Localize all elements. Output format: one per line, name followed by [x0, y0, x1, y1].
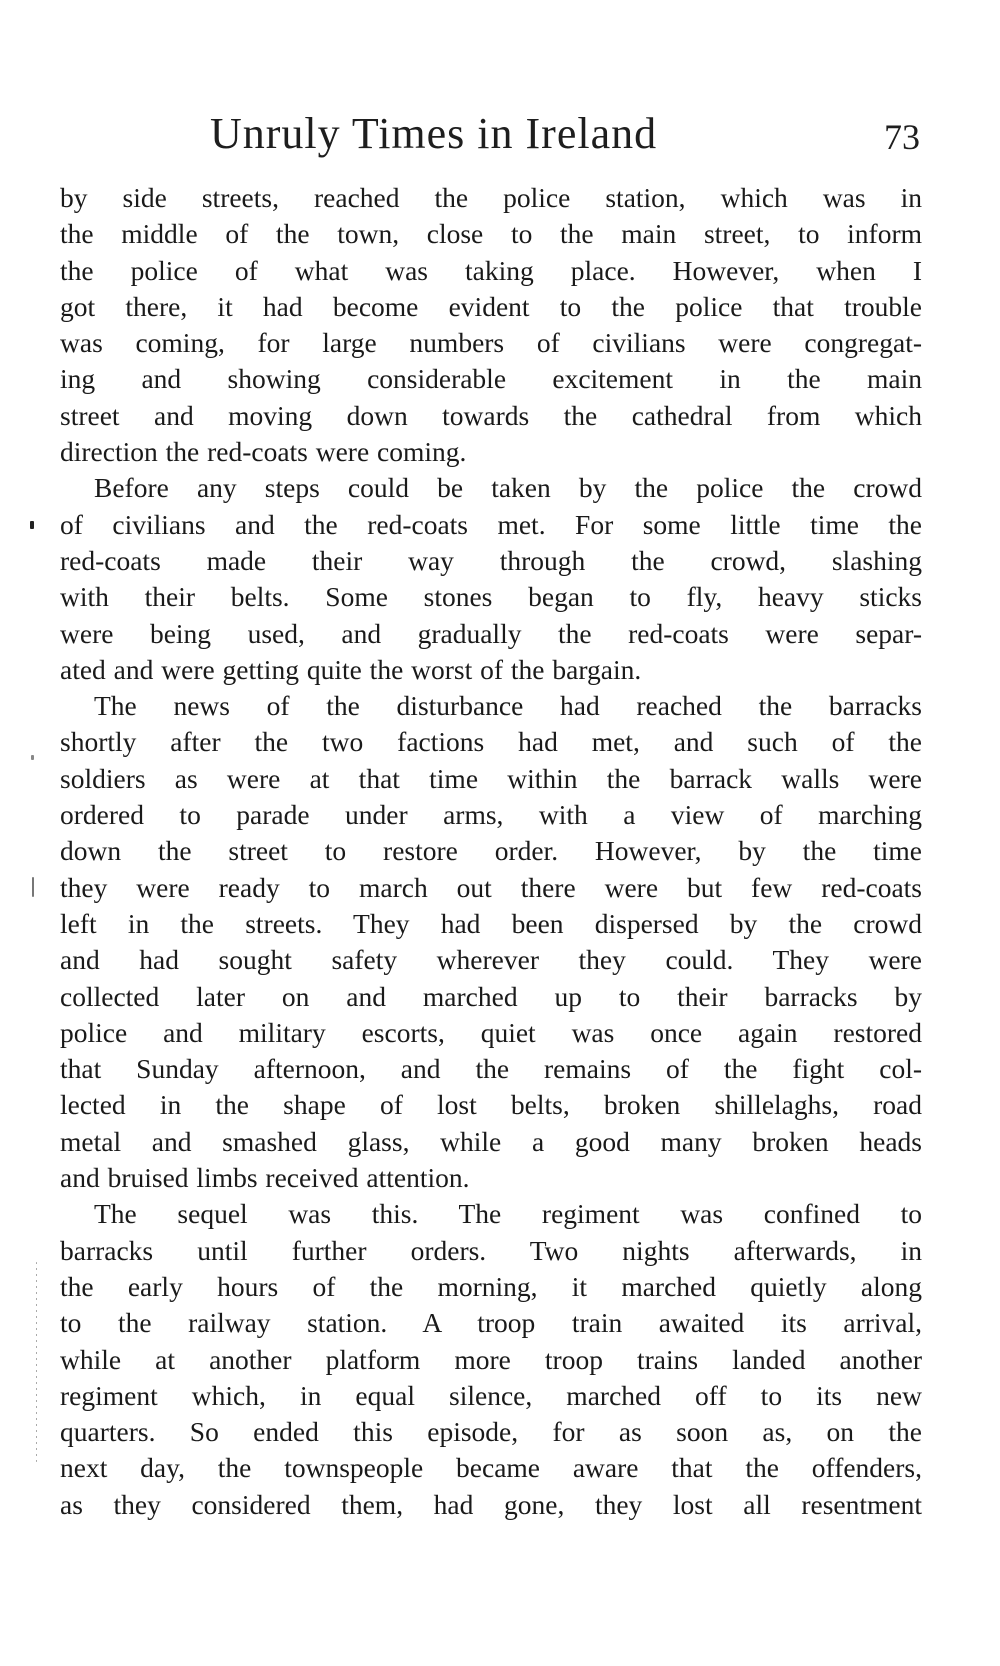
text-line: were being used, and gradually the red-coats were separ-	[60, 617, 922, 649]
text-line: to the railway station. A troop train awaited its arrival,	[60, 1307, 922, 1339]
text-line: the middle of the town, close to the main street, to inform	[60, 218, 922, 250]
text-line: barracks until further orders. Two nights afterwards, in	[60, 1234, 922, 1266]
text-line: red-coats made their way through the crowd, slashing	[60, 544, 922, 576]
text-line: ordered to parade under arms, with a view of marching	[60, 799, 922, 831]
text-line: down the street to restore order. However, by the time	[60, 835, 922, 867]
text-line: of civilians and the red-coats met. For some little time the	[60, 508, 922, 540]
text-line: they were ready to march out there were but few red-coats	[60, 871, 922, 903]
text-line: the early hours of the morning, it marched quietly along	[60, 1270, 922, 1302]
margin-dash	[32, 877, 34, 897]
running-head-title: Unruly Times in Ireland	[210, 109, 658, 158]
text-line: street and moving down towards the cathedral from which	[60, 399, 922, 431]
paragraph-first-line: Before any steps could be taken by the police the crowd	[94, 472, 922, 504]
text-line: while at another platform more troop trains landed another	[60, 1343, 922, 1375]
text-line: direction the red-coats were coming.	[60, 436, 467, 468]
margin-dot	[31, 755, 34, 760]
body-text	[60, 180, 922, 1523]
margin-marks	[0, 0, 50, 1666]
text-line: the police of what was taking place. However, when I	[60, 254, 922, 286]
margin-dot	[30, 521, 34, 529]
text-line: got there, it had become evident to the police that trouble	[60, 290, 922, 322]
text-line: collected later on and marched up to their barracks by	[60, 980, 922, 1012]
margin-dotted-line	[36, 1262, 37, 1462]
text-line: by side streets, reached the police station, which was in	[60, 182, 922, 213]
paragraph-first-line: The sequel was this. The regiment was confined to	[94, 1198, 922, 1230]
text-line: ated and were getting quite the worst of the bargain.	[60, 653, 642, 685]
text-line: was coming, for large numbers of civilians were congregat-	[60, 327, 922, 359]
text-line: soldiers as were at that time within the barrack walls were	[60, 762, 922, 794]
text-line: regiment which, in equal silence, marched off to its new	[60, 1379, 922, 1411]
paragraph-first-line: The news of the disturbance had reached the barracks	[94, 690, 922, 722]
text-line: next day, the townspeople became aware that the offenders,	[60, 1452, 922, 1484]
text-line: that Sunday afternoon, and the remains of the fight col-	[60, 1053, 922, 1085]
text-line: left in the streets. They had been dispersed by the crowd	[60, 907, 922, 939]
page-number: 73	[884, 117, 920, 157]
text-line: as they considered them, had gone, they lost all resentment	[60, 1488, 922, 1520]
text-line: ing and showing considerable excitement in the main	[60, 363, 922, 395]
text-line: and bruised limbs received attention.	[60, 1162, 470, 1194]
text-line: with their belts. Some stones began to fly, heavy sticks	[60, 581, 922, 613]
text-line: and had sought safety wherever they could. They were	[60, 944, 922, 976]
text-line: quarters. So ended this episode, for as soon as, on the	[60, 1416, 922, 1448]
text-line: metal and smashed glass, while a good many broken heads	[60, 1125, 922, 1157]
text-line: shortly after the two factions had met, and such of the	[60, 726, 922, 758]
text-line: lected in the shape of lost belts, broken shillelaghs, road	[60, 1089, 922, 1121]
running-head	[60, 108, 920, 168]
text-line: police and military escorts, quiet was once again restored	[60, 1016, 922, 1048]
